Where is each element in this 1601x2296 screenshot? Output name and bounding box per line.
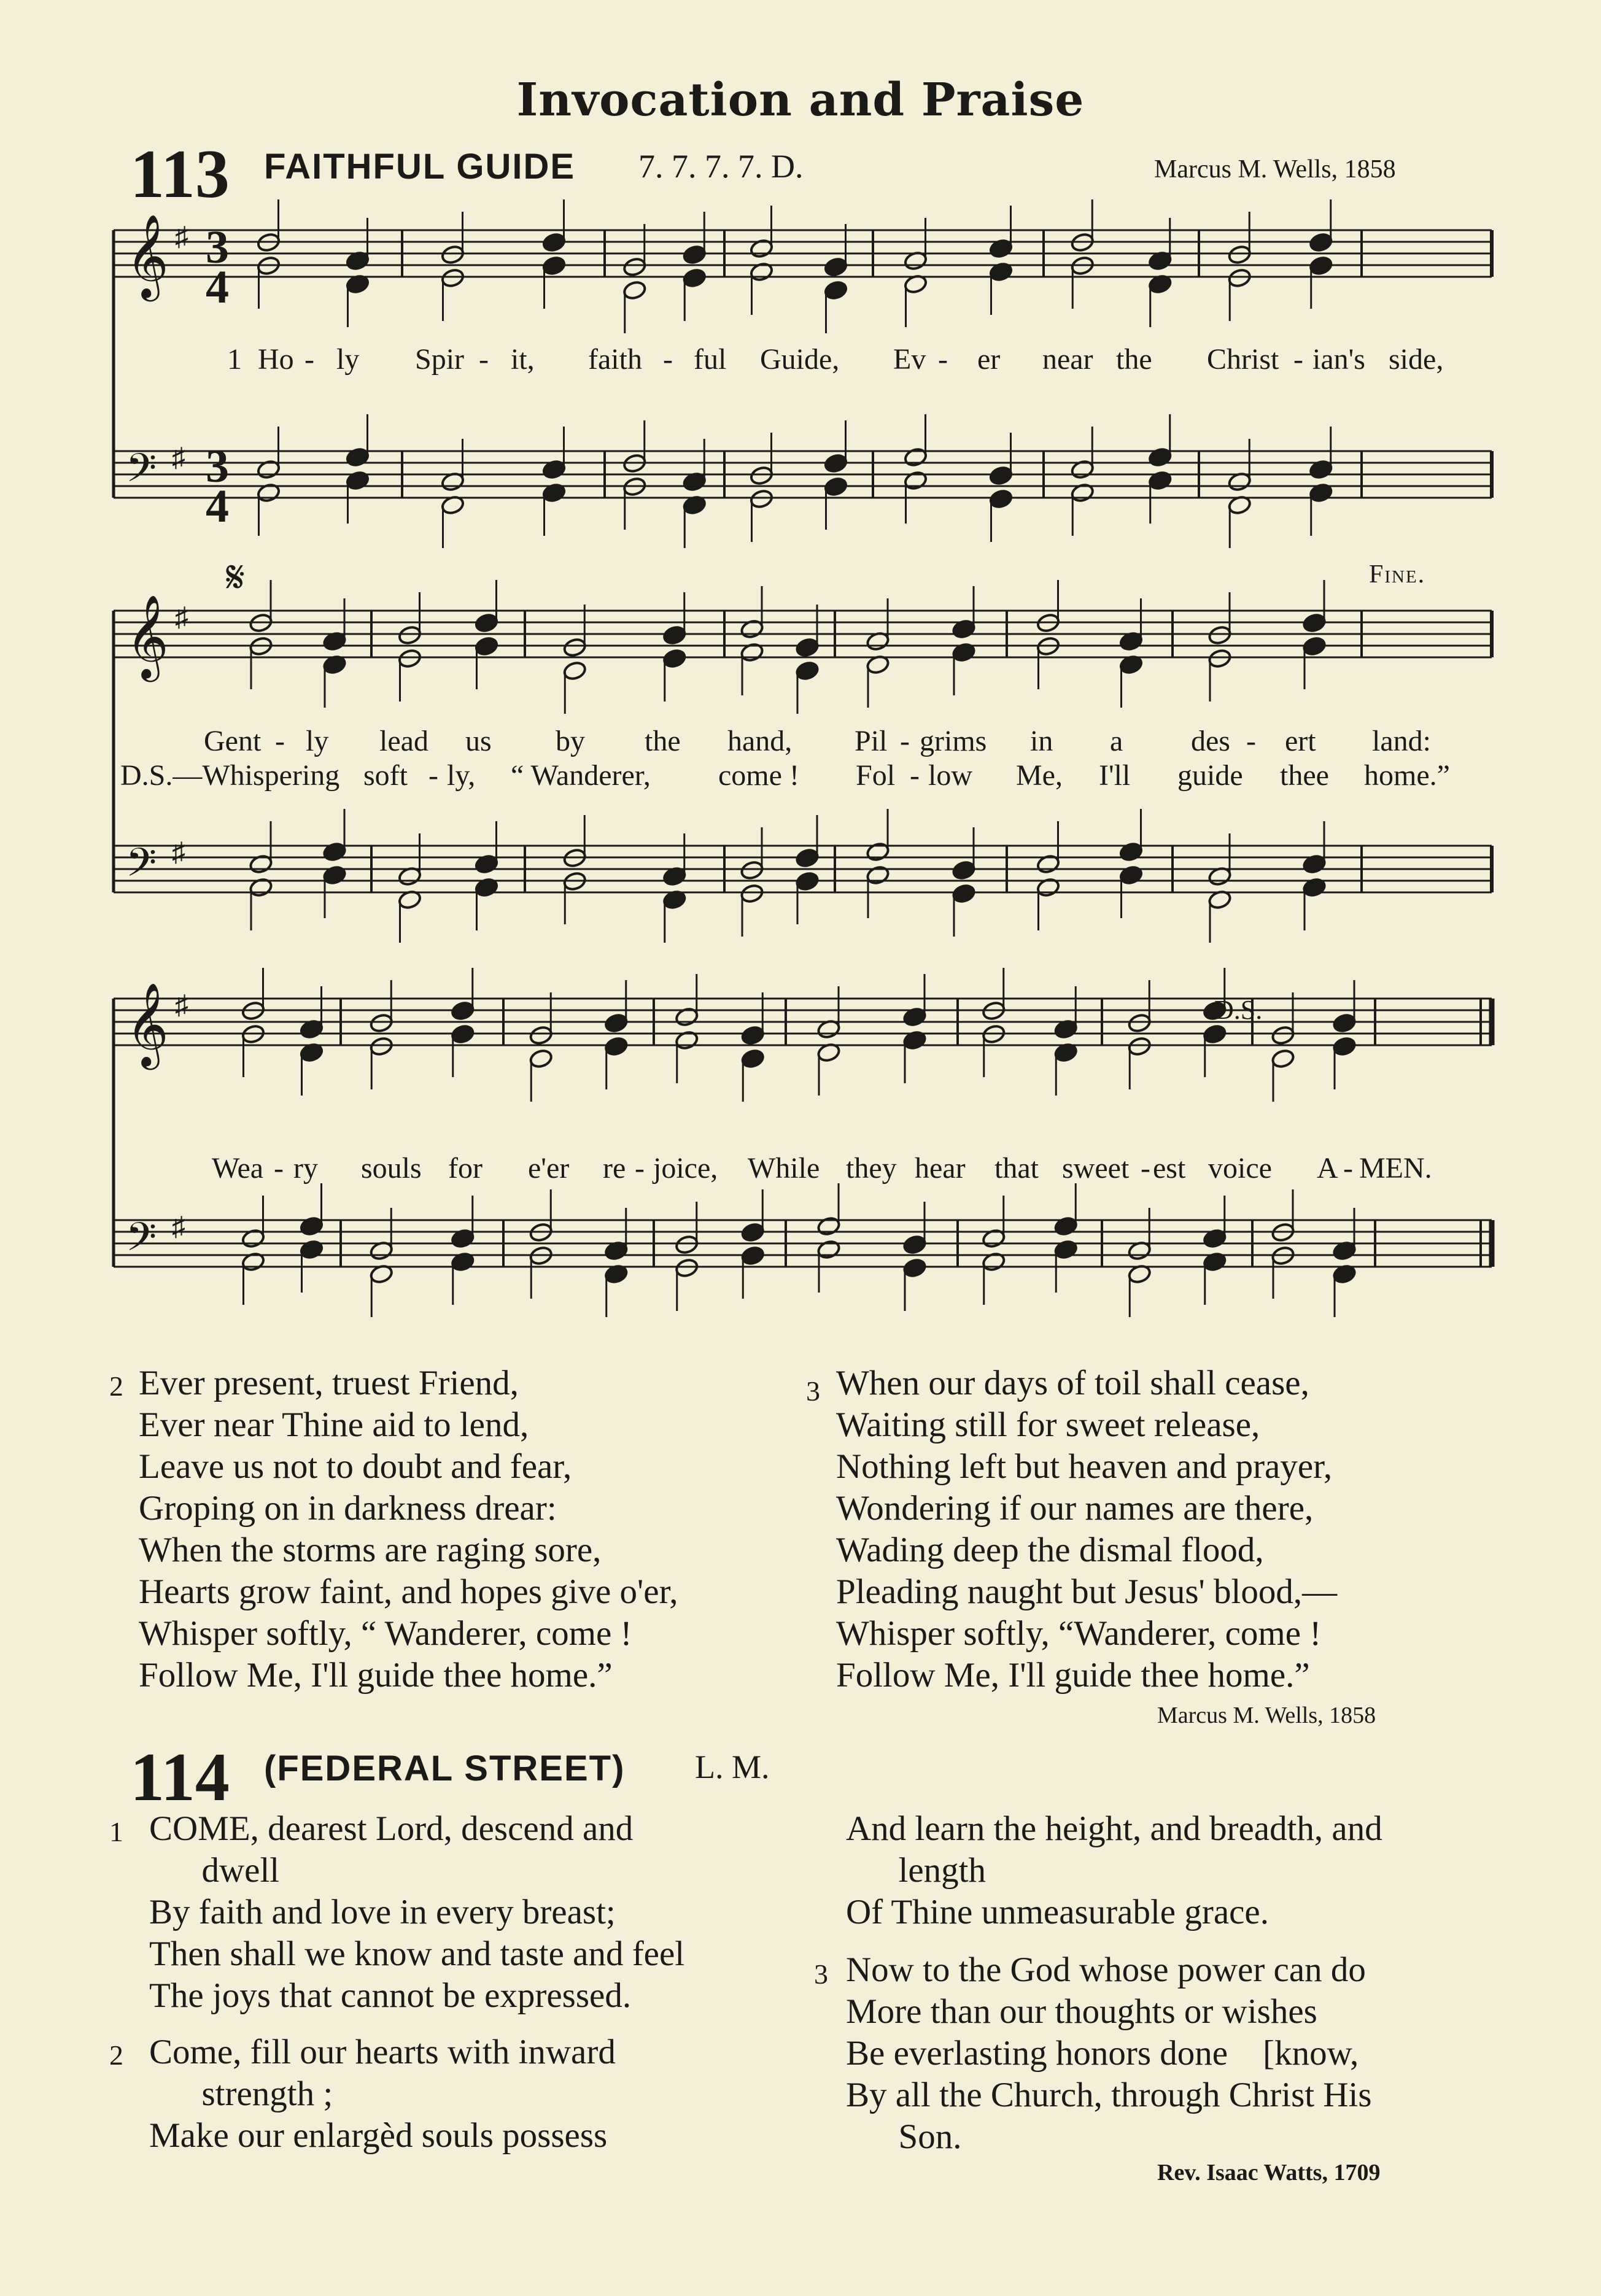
ds-marking: D.S. xyxy=(1214,995,1263,1025)
lyric-syllable: sweet xyxy=(1062,1152,1130,1185)
lyrics-line-2-ds xyxy=(0,759,1601,795)
lyric-syllable: ly xyxy=(336,343,360,376)
lyric-syllable: - xyxy=(635,1152,645,1185)
lyric-syllable: Ev xyxy=(893,343,926,376)
lyric-syllable: MEN. xyxy=(1359,1152,1432,1185)
verse-2-number: 2 xyxy=(109,1370,123,1402)
verse-3-number: 3 xyxy=(806,1375,820,1407)
lyric-syllable: home.” xyxy=(1364,759,1450,792)
lyric-syllable: side, xyxy=(1389,343,1444,376)
lyric-syllable: near xyxy=(1042,343,1093,376)
lyric-syllable: land: xyxy=(1372,725,1431,757)
lyric-syllable: soft xyxy=(363,759,408,792)
lyric-syllable: for xyxy=(448,1152,483,1185)
lyric-syllable: ful xyxy=(694,343,727,376)
lyric-syllable: Christ xyxy=(1207,343,1279,376)
lyric-syllable: I'll xyxy=(1099,759,1131,792)
lyric-syllable: “ Wanderer, xyxy=(511,759,651,792)
hymn-113-verse-3: When our days of toil shall cease, Waiting still for sweet release, Nothing left but heaven and prayer, Wondering if our names are there, Wading deep the dismal flood, Pleading naught but Jesus' blood,— Whisper softly, “Wanderer, come ! Follow Me, I'll guide thee home.” xyxy=(836,1364,1338,1695)
hymn-114-verse-2: Come, fill our hearts with inward strength ; Make our enlargèd souls possess xyxy=(149,2033,616,2155)
lyric-syllable: - xyxy=(1141,1152,1150,1185)
lyric-syllable: ly xyxy=(306,725,329,757)
lyric-syllable: - xyxy=(1246,725,1256,757)
time-sig-bottom-treble: 4 xyxy=(206,261,229,313)
lyric-syllable: Gent xyxy=(204,725,262,757)
lyric-syllable: - xyxy=(1343,1152,1353,1185)
lyric-syllable: - xyxy=(910,759,920,792)
hymn-114-verse-3-number: 3 xyxy=(814,1958,828,1990)
lyric-syllable: 1 xyxy=(227,343,242,376)
lyric-syllable: souls xyxy=(361,1152,422,1185)
lyric-syllable: thee xyxy=(1280,759,1329,792)
lyric-syllable: er xyxy=(977,343,1001,376)
lyric-syllable: Fol xyxy=(856,759,896,792)
lyric-syllable: - xyxy=(274,1152,284,1185)
lyric-syllable: Me, xyxy=(1016,759,1063,792)
hymn-113-meter: 7. 7. 7. 7. D. xyxy=(638,148,804,185)
hymn-113-composer: Marcus M. Wells, 1858 xyxy=(1154,155,1396,184)
lyric-syllable: - xyxy=(304,343,314,376)
lyric-syllable: re xyxy=(603,1152,626,1185)
time-sig-top-treble: 3 xyxy=(206,222,229,273)
lyric-syllable: the xyxy=(1116,343,1152,376)
hymn-113-verse-2: Ever present, truest Friend, Ever near Thine aid to lend, Leave us not to doubt and fear, Groping on in darkness drear: When the storms are raging sore, Hearts grow faint, and hopes give o'er, Whisper softly, “ Wanderer, come ! Follow Me, I'll guide thee home.” xyxy=(139,1364,678,1695)
lyric-syllable: est xyxy=(1153,1152,1186,1185)
lyric-syllable: they xyxy=(846,1152,897,1185)
lyric-syllable: - xyxy=(938,343,948,376)
hymn-113-verse-author: Marcus M. Wells, 1858 xyxy=(1157,1703,1376,1728)
lyric-syllable: it, xyxy=(511,343,535,376)
svg-text:𝄢: 𝄢 xyxy=(126,841,157,894)
fine-marking: Fine. xyxy=(1369,560,1426,589)
lyric-syllable: voice xyxy=(1208,1152,1272,1185)
lyric-syllable: ly, xyxy=(447,759,476,792)
lyrics-line-1 xyxy=(0,342,1601,379)
lyric-syllable: Wea xyxy=(212,1152,264,1185)
hymn-114-title: (FEDERAL STREET) xyxy=(264,1749,626,1788)
hymn-114-verse-1-number: 1 xyxy=(109,1816,123,1847)
lyric-syllable: faith xyxy=(588,343,642,376)
lyric-syllable: joice, xyxy=(653,1152,718,1185)
svg-text:𝄢: 𝄢 xyxy=(126,446,157,500)
lyric-syllable: Guide, xyxy=(760,343,840,376)
svg-text:𝄢: 𝄢 xyxy=(126,1215,157,1269)
hymn-114-number: 114 xyxy=(130,1739,230,1815)
svg-text:♯: ♯ xyxy=(172,1212,185,1242)
lyric-syllable: low xyxy=(928,759,972,792)
lyric-syllable: ian's xyxy=(1312,343,1365,376)
lyric-syllable: come ! xyxy=(718,759,799,792)
hymn-114-meter: L. M. xyxy=(695,1749,770,1785)
svg-text:♯: ♯ xyxy=(172,837,185,867)
lyric-syllable: the xyxy=(645,725,681,757)
time-sig-top-bass: 3 xyxy=(206,441,229,492)
lyric-syllable: hand, xyxy=(727,725,793,757)
lyric-syllable: lead xyxy=(379,725,428,757)
lyric-syllable: ert xyxy=(1285,725,1316,757)
lyric-syllable: A xyxy=(1317,1152,1338,1185)
svg-text:𝄞: 𝄞 xyxy=(126,216,169,296)
lyric-syllable: des xyxy=(1191,725,1230,757)
lyric-syllable: by xyxy=(556,725,585,757)
lyric-syllable: Ho xyxy=(258,343,294,376)
hymn-114-verse-3: Now to the God whose power can do More than our thoughts or wishes Be everlasting honors done [know, By all the Church, through Christ His Son. xyxy=(846,1950,1372,2156)
hymn-114-verse-2-number: 2 xyxy=(109,2039,123,2071)
lyric-syllable: hear xyxy=(915,1152,966,1185)
hymn-113-number: 113 xyxy=(130,136,230,212)
lyric-syllable: D.S.—Whispering xyxy=(120,759,340,792)
svg-text:♯: ♯ xyxy=(172,443,185,473)
lyric-syllable: Pil xyxy=(855,725,888,757)
lyrics-line-2 xyxy=(0,724,1601,761)
lyric-syllable: - xyxy=(1293,343,1303,376)
lyric-syllable: - xyxy=(479,343,489,376)
lyric-syllable: Spir xyxy=(415,343,465,376)
hymn-114-verse-1: COME, dearest Lord, descend and dwell By faith and love in every breast; Then shall we know and taste and feel The joys that cannot be expressed. xyxy=(149,1809,685,2015)
svg-text:♯: ♯ xyxy=(175,602,188,632)
svg-text:𝄞: 𝄞 xyxy=(126,597,169,677)
hymn-113-title: FAITHFUL GUIDE xyxy=(264,147,576,187)
svg-text:𝄞: 𝄞 xyxy=(126,984,169,1065)
lyrics-line-3 xyxy=(0,1151,1601,1188)
hymn-114-author: Rev. Isaac Watts, 1709 xyxy=(1157,2160,1381,2186)
lyric-syllable: in xyxy=(1030,725,1053,757)
section-title: Invocation and Praise xyxy=(516,74,1085,126)
lyric-syllable: that xyxy=(994,1152,1039,1185)
lyric-syllable: - xyxy=(275,725,285,757)
lyric-syllable: a xyxy=(1110,725,1123,757)
lyric-syllable: - xyxy=(900,725,910,757)
time-sig-bottom-bass: 4 xyxy=(206,481,229,532)
lyric-syllable: guide xyxy=(1177,759,1243,792)
lyric-syllable: us xyxy=(465,725,492,757)
lyric-syllable: ry xyxy=(293,1152,318,1185)
lyric-syllable: e'er xyxy=(528,1152,570,1185)
hymn-114-verse-2-continued: And learn the height, and breadth, and length Of Thine unmeasurable grace. xyxy=(846,1809,1382,1931)
lyric-syllable: - xyxy=(428,759,438,792)
lyric-syllable: While xyxy=(748,1152,820,1185)
segno-sign: 𝄋 xyxy=(226,553,245,602)
svg-text:♯: ♯ xyxy=(175,990,188,1020)
lyric-syllable: - xyxy=(663,343,673,376)
lyric-syllable: grims xyxy=(920,725,987,757)
svg-text:♯: ♯ xyxy=(175,222,188,252)
